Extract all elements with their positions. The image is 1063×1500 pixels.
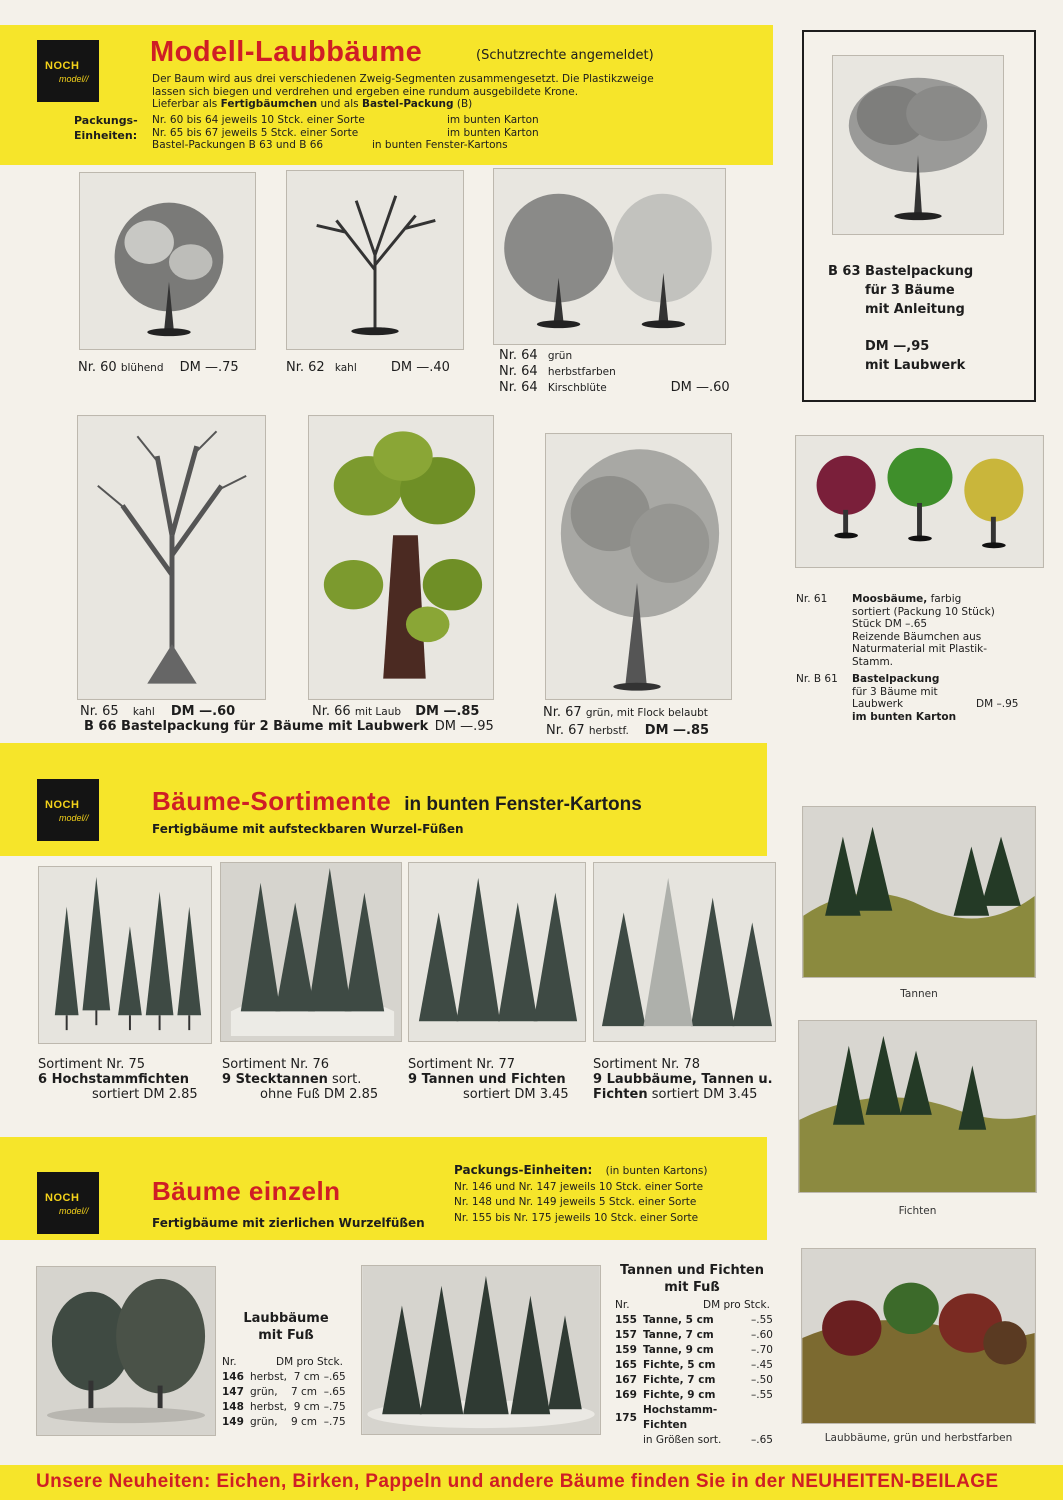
noch-logo: NOCH model// <box>37 779 99 841</box>
laub-table-title: Laubbäume mit Fuß <box>243 1311 329 1343</box>
photo-nr61 <box>795 435 1044 568</box>
label-b66: B 66 Bastelpackung für 2 Bäume mit Laubwerk DM —.95 <box>84 719 494 734</box>
table-row: Nr. DM pro Stck. <box>222 1356 343 1368</box>
label-nr67: Nr. 67 grün, mit Flock belaubt Nr. 67 herbstf. DM —.85 <box>543 705 710 738</box>
label-nr64: Nr. 64 grün Nr. 64 herbstfarben Nr. 64 Kirschblüte DM —.60 <box>499 348 730 395</box>
photo-nr62 <box>286 170 464 350</box>
footer-text: Unsere Neuheiten: Eichen, Birken, Pappeln und andere Bäume finden Sie in der NEUHEITEN-BEILAGE <box>36 1471 999 1492</box>
label-nr66: Nr. 66 mit Laub DM —.85 <box>312 704 480 719</box>
photo-laubbaeume-side <box>801 1248 1036 1424</box>
footer-band <box>0 1465 1063 1500</box>
table-row: 169 Fichte, 9 cm –.55 <box>615 1389 773 1401</box>
table-row: 159 Tanne, 9 cm –.70 <box>615 1344 773 1356</box>
table-row: Nr. DM pro Stck. <box>615 1299 770 1311</box>
photo-sortiment-76 <box>220 862 402 1042</box>
caption-laubbaeume: Laubbäume, grün und herbstfarben <box>824 1432 1013 1444</box>
section1-description: Der Baum wird aus drei verschiedenen Zweig-Segmenten zusammengesetzt. Die Plastikzweige lassen sich biegen und verdrehen und ergeben eine rundum ausgebildete Krone. Lieferbar als Fertigbäumchen und als Bastel-Packung (B) <box>152 73 654 110</box>
photo-b63-tree <box>832 55 1004 235</box>
section2-subtitle: Fertigbäume mit aufsteckbaren Wurzel-Füßen <box>152 822 464 836</box>
label-nr60: Nr. 60 blühend DM —.75 <box>78 360 239 375</box>
label-sortiment-76: Sortiment Nr. 76 9 Stecktannen sort. ohne Fuß DM 2.85 <box>222 1057 379 1102</box>
packungs-label: Packungs- Einheiten: <box>74 114 138 142</box>
label-sortiment-77: Sortiment Nr. 77 9 Tannen und Fichten sortiert DM 3.45 <box>408 1057 569 1102</box>
table-row: 148 herbst, 9 cm –.75 <box>222 1401 346 1413</box>
photo-nr66 <box>308 415 494 700</box>
section1-title: Modell-Laubbäume <box>150 36 423 68</box>
b63-text: B 63 Bastelpackung für 3 Bäume mit Anleitung DM —,95 mit Laubwerk <box>828 264 974 373</box>
table-row: 175 Hochstamm-Fichten <box>615 1404 718 1431</box>
nr61-text: Nr. 61 Moosbäume, farbig sortiert (Packung 10 Stück) Stück DM –.65 Reizende Bäumchen aus Naturmaterial mit Plastik- Stamm. Nr. B 61 Bastelpackung für 3 Bäume mit Laubwerk DM –.95 im bunten Karton <box>796 593 1019 723</box>
photo-sortiment-77 <box>408 862 586 1042</box>
photo-nr67 <box>545 433 732 700</box>
section1-subtitle: (Schutzrechte angemeldet) <box>476 48 654 63</box>
photo-fichten <box>798 1020 1037 1193</box>
section3-title: Bäume einzeln <box>152 1176 341 1206</box>
photo-nr60 <box>79 172 256 350</box>
table-row: in Größen sort. –.65 <box>643 1434 773 1446</box>
tannen-table-title: Tannen und Fichten mit Fuß <box>620 1263 764 1295</box>
section1-pack-list: Nr. 60 bis 64 jeweils 10 Stck. einer Sorte im bunten Karton Nr. 65 bis 67 jeweils 5 Stck. einer Sorte im bunten Karton Bastel-Packungen B 63 und B 66 in bunten Fenster-Kartons <box>152 114 539 151</box>
tannen-table <box>615 1298 777 1448</box>
table-row: 157 Tanne, 7 cm –.60 <box>615 1329 773 1341</box>
photo-nr65 <box>77 415 266 700</box>
table-row: 155 Tanne, 5 cm –.55 <box>615 1314 773 1326</box>
table-row: 147 grün, 7 cm –.65 <box>222 1386 346 1398</box>
label-sortiment-78: Sortiment Nr. 78 9 Laubbäume, Tannen u. Fichten sortiert DM 3.45 <box>593 1057 773 1102</box>
section2-title: Bäume-Sortimente in bunten Fenster-Kartons <box>152 786 642 816</box>
label-nr65: Nr. 65 kahl DM —.60 <box>80 704 236 719</box>
noch-logo: NOCH model// <box>37 40 99 102</box>
table-row: 149 grün, 9 cm –.75 <box>222 1416 346 1428</box>
section3-subtitle: Fertigbäume mit zierlichen Wurzelfüßen <box>152 1216 425 1230</box>
photo-tannen-fuss <box>361 1265 601 1435</box>
noch-logo: NOCH model// <box>37 1172 99 1234</box>
table-row: 165 Fichte, 5 cm –.45 <box>615 1359 773 1371</box>
caption-fichten: Fichten <box>898 1205 937 1217</box>
tree-illustration <box>833 56 1003 234</box>
photo-sortiment-75 <box>38 866 212 1044</box>
photo-laubbaeume-fuss <box>36 1266 216 1436</box>
label-sortiment-75: Sortiment Nr. 75 6 Hochstammfichten sortiert DM 2.85 <box>38 1057 198 1102</box>
section3-pack: Packungs-Einheiten: (in bunten Kartons) Nr. 146 und Nr. 147 jeweils 10 Stck. einer Sorte Nr. 148 und Nr. 149 jeweils 5 Stck. einer Sorte Nr. 155 bis Nr. 175 jeweils 10 Stck. einer Sorte <box>454 1163 708 1224</box>
caption-tannen: Tannen <box>900 988 938 1000</box>
photo-tannen <box>802 806 1036 978</box>
table-row: 146 herbst, 7 cm –.65 <box>222 1371 346 1383</box>
photo-nr64 <box>493 168 726 345</box>
table-row: 167 Fichte, 7 cm –.50 <box>615 1374 773 1386</box>
label-nr62: Nr. 62 kahl DM —.40 <box>286 360 450 375</box>
photo-sortiment-78 <box>593 862 776 1042</box>
laub-table <box>222 1355 350 1430</box>
